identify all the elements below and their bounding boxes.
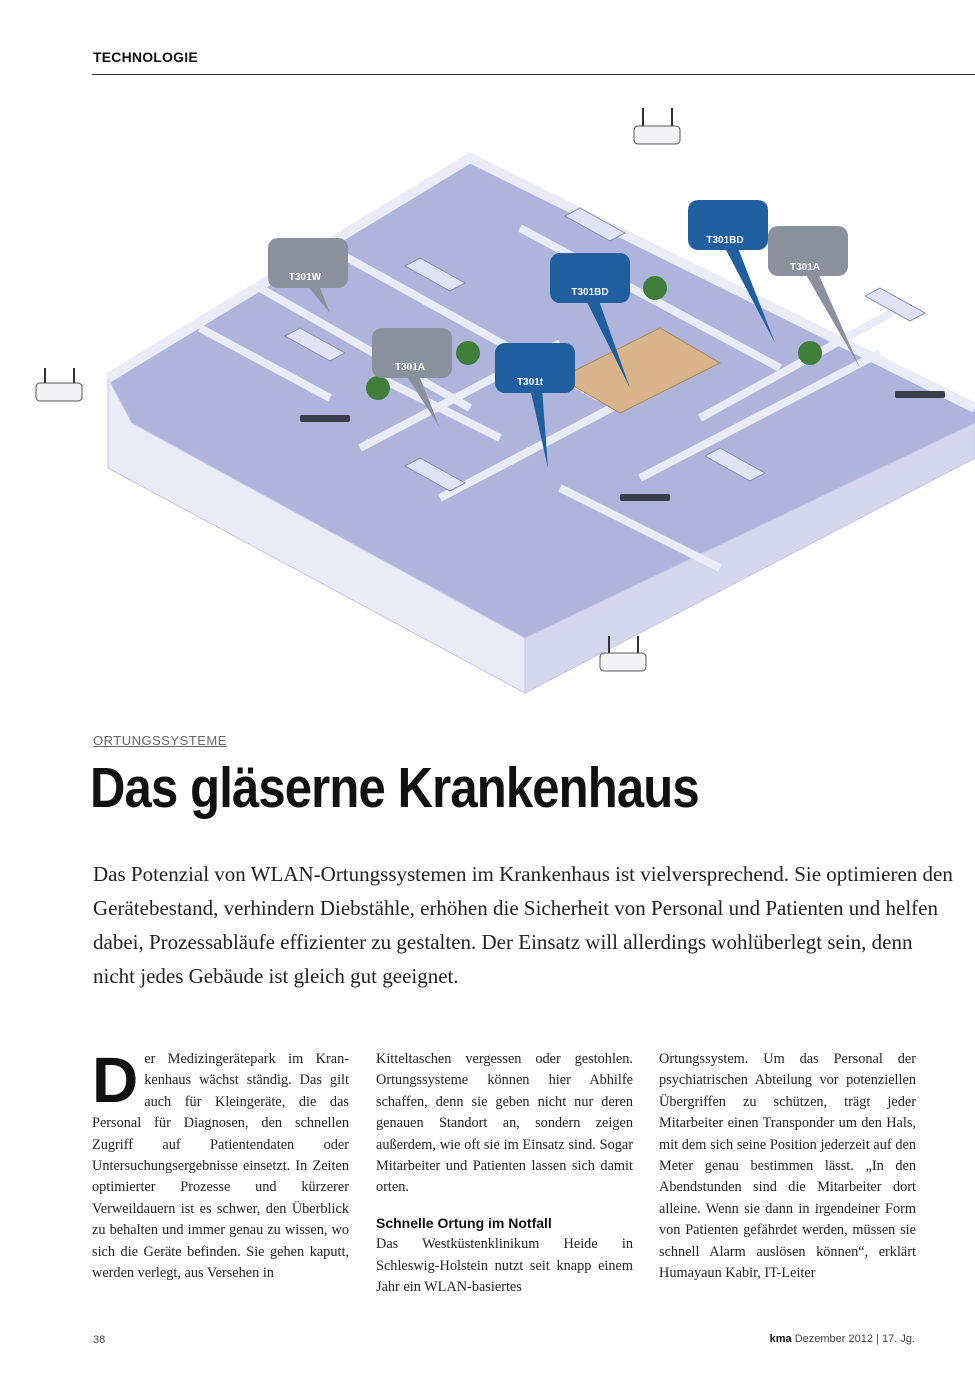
- tag-label: T301A: [394, 362, 426, 373]
- article-kicker: ORTUNGSSYSTEME: [93, 733, 227, 748]
- body-column-1: [92, 1044, 349, 1284]
- hospital-floorplan-illustration: [0, 78, 975, 718]
- body-paragraph: Das Westküstenklinikum Heide in Schleswig-Holstein nutzt seit knapp einem Jahr ein WLAN-basiertes: [376, 1236, 633, 1296]
- page-number: 38: [93, 1334, 106, 1346]
- header-rule: [92, 74, 975, 75]
- tag-label: T301BD: [571, 287, 609, 298]
- body-subhead: Schnelle Ortung im Notfall: [376, 1214, 552, 1231]
- body-column-2: [376, 1049, 633, 1298]
- footer-issue: [770, 1333, 915, 1345]
- footer-volume: 17. Jg.: [881, 1333, 915, 1345]
- body-paragraph: Kitteltaschen vergessen oder gestohlen. Ortungssysteme können hier Abhilfe schaffen, denn sie geben nicht nur deren genauen Standort an, sondern zeigen außerdem, wie oft sie im Einsatz sind. Sogar Mitarbeiter und Patienten lassen sich damit orten.: [376, 1051, 633, 1196]
- footer-separator: |: [876, 1333, 879, 1345]
- footer-brand: kma: [769, 1333, 792, 1345]
- tag-label: T301t: [516, 377, 544, 388]
- article-headline: Das gläserne Krankenhaus: [90, 756, 699, 820]
- body-paragraph: er Medizingerätepark im Krankenhaus wächst ständig. Das gilt auch für Kleingeräte, die das Personal für Diagnosen, den schnellen Zugriff auf Patientendaten oder Untersuchungsergebnisse einsetzt. In Zeiten optimierter Prozesse und kürzerer Verweildauern ist es schwer, den Überblick zu behalten und immer genau zu wissen, wo sich die Geräte befinden. Sie gehen kaputt, werden verlegt, aus Versehen in: [92, 1051, 349, 1282]
- tag-label: T301BD: [706, 235, 744, 246]
- tag-label: T301A: [789, 262, 821, 273]
- footer-date: Dezember 2012: [794, 1333, 873, 1345]
- tag-label: T301W: [288, 272, 322, 283]
- section-label: TECHNOLOGIE: [93, 49, 198, 65]
- article-lead: Das Potenzial von WLAN-Ortungssystemen im Krankenhaus ist vielversprechend. Sie optimieren den Gerätebestand, verhindern Diebstähle, erhöhen die Sicherheit von Personal und Patienten und helfen dabei, Prozessabläufe effizienter zu gestalten. Der Einsatz will allerdings wohlüberlegt sein, denn nicht jedes Gebäude ist gleich gut geeignet.: [93, 862, 953, 988]
- body-column-3: [659, 1049, 916, 1284]
- drop-cap: D: [92, 1044, 139, 1116]
- body-paragraph: Ortungssystem. Um das Personal der psychiatrischen Abteilung vor potenziellen Übergriffen zu schützen, trägt jeder Mitarbeiter einen Transponder um den Hals, mit dem sich seine Position jederzeit auf den Meter genau bestimmen lässt. „In den Abendstunden sind die Mitarbeiter dort alleine. Wenn sie dann in irgendeiner Form von Patienten gefährdet werden, müssen sie schnell Alarm auslösen können“, erklärt Humayaun Kabir, IT-Leiter: [659, 1051, 916, 1282]
